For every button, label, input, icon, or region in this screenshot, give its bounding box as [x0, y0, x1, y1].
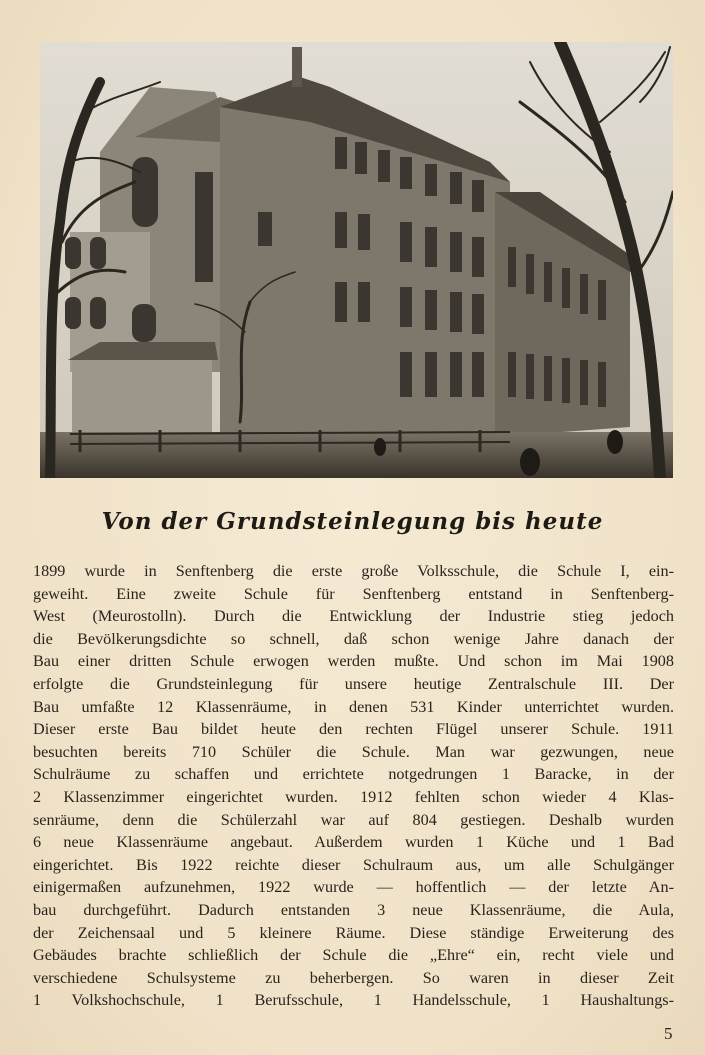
text-line: besuchten bereits 710 Schüler die Schule. Man war gezwungen, neue	[33, 742, 674, 761]
text-line: eingerichtet. Bis 1922 reichte dieser Schulraum aus, um alle Schulgänger	[33, 855, 674, 874]
text-line: der Zeichensaal und 5 kleinere Räume. Diese ständige Erweiterung des	[33, 923, 674, 942]
text-line: Gebäudes brachte schließlich der Schule die „Ehre“ ein, recht viele und	[33, 946, 674, 965]
text-line: Bau einer dritten Schule erwogen werden mußte. Und schon im Mai 1908	[33, 652, 674, 671]
text-line: 2 Klassenzimmer eingerichtet wurden. 1912 fehlten schon wieder 4 Klas-	[33, 787, 674, 806]
text-line: West (Meurostolln). Durch die Entwicklung der Industrie stieg jedoch	[33, 607, 674, 626]
text-line: 1 Volkshochschule, 1 Berufsschule, 1 Handelsschule, 1 Haushaltungs-	[33, 991, 674, 1010]
text-line: 6 neue Klassenräume angebaut. Außerdem wurden 1 Küche und 1 Bad	[33, 833, 674, 852]
text-line: die Bevölkerungsdichte so schnell, daß schon wenige Jahre danach der	[33, 629, 674, 648]
school-building-photo	[40, 42, 673, 478]
page-number: 5	[664, 1024, 673, 1043]
text-line: geweiht. Eine zweite Schule für Senftenberg entstand in Senftenberg-	[33, 584, 674, 603]
text-line: 1899 wurde in Senftenberg die erste große Volksschule, die Schule I, ein-	[33, 562, 674, 580]
text-line: Schulräume zu schaffen und errichtete notgedrungen 1 Baracke, in der	[33, 765, 674, 784]
text-line: senräume, denn die Schülerzahl war auf 804 gestiegen. Deshalb wurden	[33, 810, 674, 829]
section-title: Von der Grundsteinlegung bis heute	[101, 508, 604, 535]
text-line: einigermaßen aufzunehmen, 1922 wurde — hoffentlich — der letzte An-	[33, 878, 674, 897]
text-line: Bau umfaßte 12 Klassenräume, in denen 531 Kinder unterrichtet wurden.	[33, 697, 674, 716]
text-line: Dieser erste Bau bildet heute den rechten Flügel unserer Schule. 1911	[33, 720, 674, 739]
text-line: erfolgte die Grundsteinlegung für unsere heutige Zentralschule III. Der	[33, 674, 674, 693]
text-line: verschiedene Schulsysteme zu beherbergen. So waren in dieser Zeit	[33, 968, 674, 987]
text-line: bau durchgeführt. Dadurch entstanden 3 neue Klassenräume, die Aula,	[33, 900, 674, 919]
body-paragraph	[33, 560, 674, 1012]
